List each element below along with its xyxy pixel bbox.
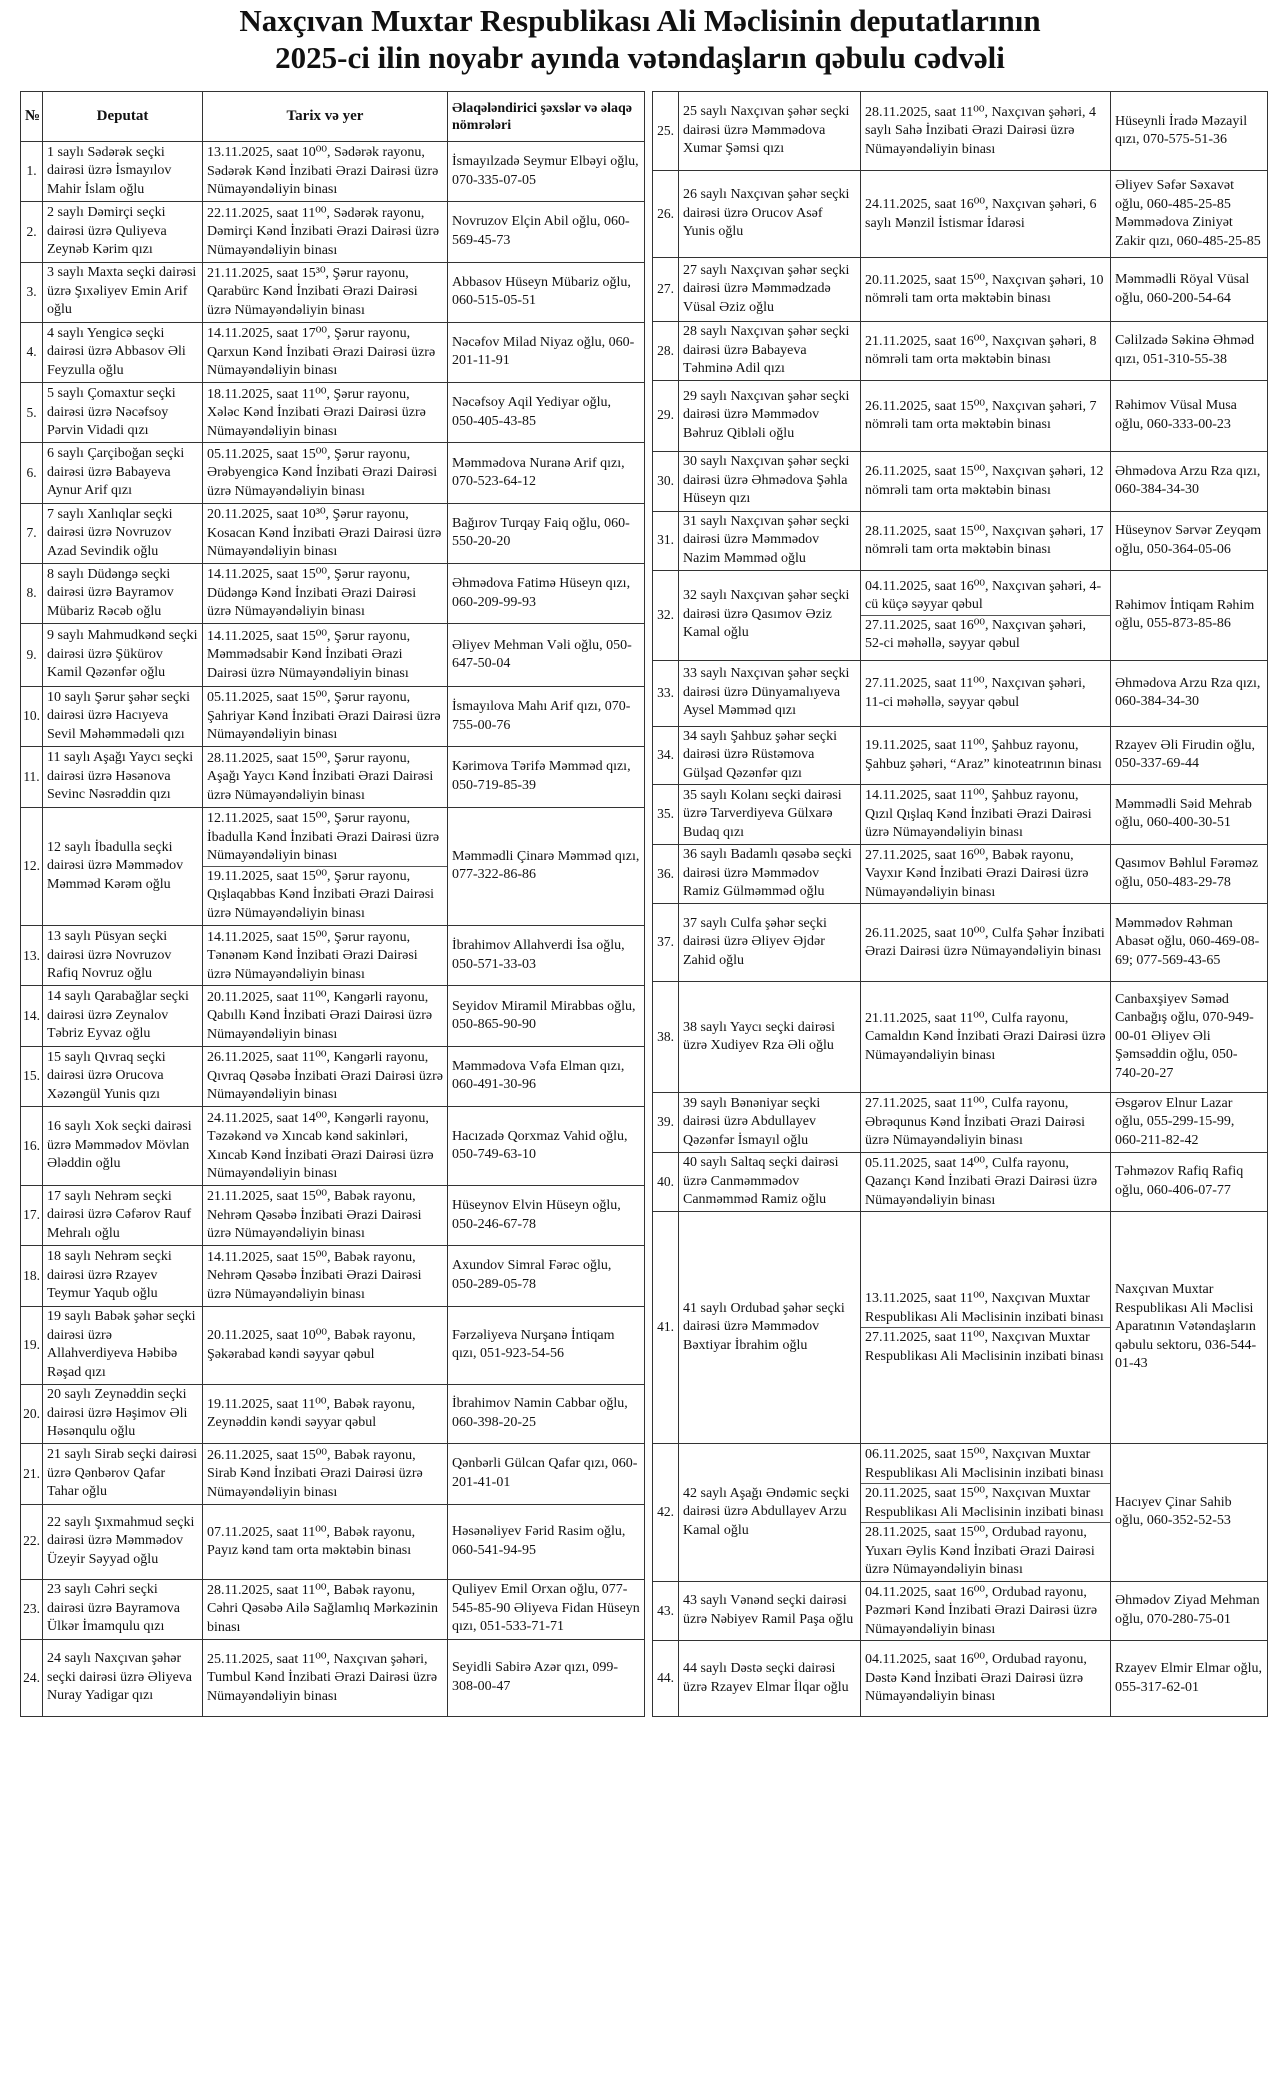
contact-cell: Məmmədli Çinarə Məmməd qızı, 077-322-86-86 (448, 807, 645, 926)
table-row (653, 660, 1268, 726)
date-place-entry: 07.11.2025, saat 11⁰⁰, Babək rayonu, Payız kənd tam orta məktəbin binası (207, 1524, 416, 1559)
date-place-entry: 18.11.2025, saat 11⁰⁰, Şərur rayonu, Xələc Kənd İnzibati Ərazi Dairəsi üzrə Nümayəndəliyin binası (207, 386, 426, 439)
deputy-cell: 10 saylı Şərur şəhər seçki dairəsi üzrə Hacıyeva Sevil Məhəmmədəli qızı (43, 687, 203, 747)
deputy-cell: 36 saylı Badamlı qəsəbə seçki dairəsi üzrə Məmmədov Ramiz Gülməmməd oğlu (679, 844, 861, 904)
row-number: 41. (653, 1212, 679, 1444)
row-number: 23. (21, 1579, 43, 1639)
date-place-entry: 25.11.2025, saat 11⁰⁰, Naxçıvan şəhəri, Tumbul Kənd İnzibati Ərazi Dairəsi üzrə Nümayəndəliyin binası (207, 1651, 438, 1704)
date-place-entry: 26.11.2025, saat 15⁰⁰, Babək rayonu, Sirab Kənd İnzibati Ərazi Dairəsi üzrə Nümayəndəliyin binası (207, 1447, 423, 1500)
contact-cell: Təhməzov Rafiq Rafiq oğlu, 060-406-07-77 (1111, 1152, 1268, 1212)
date-place-entry: 20.11.2025, saat 15⁰⁰, Naxçıvan şəhəri, 10 nömrəli tam orta məktəbin binası (865, 272, 1104, 306)
date-place-entry: 14.11.2025, saat 15⁰⁰, Babək rayonu, Nehrəm Qəsəbə İnzibati Ərazi Dairəsi üzrə Nümayəndəliyin binası (207, 1249, 422, 1302)
table-row (653, 380, 1268, 451)
date-place-cell (203, 1444, 448, 1504)
date-place-entry: 27.11.2025, saat 11⁰⁰, Naxçıvan şəhəri, 11-ci məhəllə, səyyar qəbul (865, 676, 1086, 710)
table-row (653, 904, 1268, 982)
date-place-cell (203, 926, 448, 986)
date-place-cell (861, 171, 1111, 258)
table-row (21, 1246, 645, 1306)
date-place-cell (203, 747, 448, 807)
deputy-cell: 4 saylı Yengicə seçki dairəsi üzrə Abbasov Əli Feyzulla oğlu (43, 322, 203, 382)
date-place-entry: 24.11.2025, saat 16⁰⁰, Naxçıvan şəhəri, 6 saylı Mənzil İstismar İdarəsi (865, 197, 1097, 231)
deputy-cell: 21 saylı Sirab seçki dairəsi üzrə Qənbərov Qafar Tahar oğlu (43, 1444, 203, 1504)
table-row (653, 785, 1268, 845)
contact-cell: Axundov Simral Fərəc oğlu, 050-289-05-78 (448, 1246, 645, 1306)
deputy-cell: 18 saylı Nehrəm seçki dairəsi üzrə Rzayev Teymur Yaqub oğlu (43, 1246, 203, 1306)
date-place-entry: 20.11.2025, saat 10⁰⁰, Babək rayonu, Şəkərabad kəndi səyyar qəbul (207, 1328, 416, 1362)
row-number: 42. (653, 1444, 679, 1582)
date-place-entry: 05.11.2025, saat 15⁰⁰, Şərur rayonu, Şahriyar Kənd İnzibati Ərazi Dairəsi üzrə Nümayəndəliyin binası (207, 690, 441, 743)
contact-cell: Hüseynov Elvin Hüseyn oğlu, 050-246-67-78 (448, 1186, 645, 1246)
deputy-cell: 43 saylı Vənənd seçki dairəsi üzrə Nəbiyev Ramil Paşa oğlu (679, 1581, 861, 1641)
deputy-cell: 41 saylı Ordubad şəhər seçki dairəsi üzrə Məmmədov Bəxtiyar İbrahim oğlu (679, 1212, 861, 1444)
row-number: 2. (21, 202, 43, 262)
row-number: 37. (653, 904, 679, 982)
date-place-cell (203, 1384, 448, 1444)
date-place-entry: 13.11.2025, saat 10⁰⁰, Sədərək rayonu, Sədərək Kənd İnzibati Ərazi Dairəsi üzrə Nümayəndəliyin binası (207, 145, 439, 198)
row-number: 31. (653, 511, 679, 570)
row-number: 28. (653, 322, 679, 381)
row-number: 33. (653, 660, 679, 726)
table-row (653, 258, 1268, 322)
row-number: 18. (21, 1246, 43, 1306)
date-place-cell (861, 785, 1111, 845)
date-place-entry: 28.11.2025, saat 11⁰⁰, Naxçıvan şəhəri, 4 saylı Sahə İnzibati Ərazi Dairəsi üzrə Nümayəndəliyin binası (865, 104, 1097, 157)
contact-cell: Rəhimov Vüsal Musa oğlu, 060-333-00-23 (1111, 380, 1268, 451)
title-line-1: Naxçıvan Muxtar Respublikası Ali Məclisinin deputatlarının (239, 3, 1041, 38)
deputy-cell: 17 saylı Nehrəm seçki dairəsi üzrə Cəfərov Rauf Mehralı oğlu (43, 1186, 203, 1246)
contact-cell: İbrahimov Allahverdi İsa oğlu, 050-571-33-03 (448, 926, 645, 986)
table-row (653, 1152, 1268, 1212)
deputy-cell: 3 saylı Maxta seçki dairəsi üzrə Şıxəliyev Emin Arif oğlu (43, 262, 203, 322)
date-place-cell (861, 1444, 1111, 1582)
date-place-cell (861, 1093, 1111, 1153)
row-number: 30. (653, 451, 679, 511)
deputy-cell: 29 saylı Naxçıvan şəhər seçki dairəsi üzrə Məmmədov Bəhruz Qibləli oğlu (679, 380, 861, 451)
date-place-cell (203, 1246, 448, 1306)
date-place-entry: 28.11.2025, saat 11⁰⁰, Babək rayonu, Cəhri Qəsəbə Ailə Sağlamlıq Mərkəzinin binası (207, 1582, 438, 1635)
contact-cell: Abbasov Hüseyn Mübariz oğlu, 060-515-05-51 (448, 262, 645, 322)
contact-cell: Məmmədov Rəhman Abasət oğlu, 060-469-08-69; 077-569-43-65 (1111, 904, 1268, 982)
date-place-cell (203, 1639, 448, 1716)
contact-cell: Əhmədova Arzu Rza qızı, 060-384-34-30 (1111, 660, 1268, 726)
date-place-entry: 21.11.2025, saat 11⁰⁰, Culfa rayonu, Camaldın Kənd İnzibati Ərazi Dairəsi üzrə Nümayəndəliyin binası (865, 1010, 1106, 1063)
page-title (0, 0, 1280, 80)
date-place-cell (203, 503, 448, 563)
row-number: 43. (653, 1581, 679, 1641)
contact-cell: Hüseynli İradə Məzayil qızı, 070-575-51-36 (1111, 92, 1268, 171)
date-place-entry: 27.11.2025, saat 16⁰⁰, Naxçıvan şəhəri, 52-ci məhəllə, səyyar qəbul (861, 615, 1110, 654)
row-number: 17. (21, 1186, 43, 1246)
date-place-entry: 05.11.2025, saat 15⁰⁰, Şərur rayonu, Ərəbyengicə Kənd İnzibati Ərazi Dairəsi üzrə Nümayəndəliyin binası (207, 446, 438, 499)
row-number: 14. (21, 986, 43, 1046)
contact-cell: Nəcəfov Milad Niyaz oğlu, 060-201-11-91 (448, 322, 645, 382)
table-row (21, 986, 645, 1046)
contact-cell: Nəcəfsoy Aqil Yediyar oğlu, 050-405-43-85 (448, 383, 645, 443)
contact-cell: Qənbərli Gülcan Qafar qızı, 060-201-41-01 (448, 1444, 645, 1504)
deputy-cell: 19 saylı Babək şəhər seçki dairəsi üzrə Allahverdiyeva Həbibə Rəşad qızı (43, 1306, 203, 1384)
date-place-cell (203, 383, 448, 443)
date-place-cell (861, 380, 1111, 451)
table-row (21, 926, 645, 986)
date-place-entry: 19.11.2025, saat 11⁰⁰, Babək rayonu, Zeynəddin kəndi səyyar qəbul (207, 1396, 416, 1431)
table-row (21, 142, 645, 202)
table-row (21, 624, 645, 687)
deputy-cell: 26 saylı Naxçıvan şəhər seçki dairəsi üzrə Orucov Asəf Yunis oğlu (679, 171, 861, 258)
contact-cell: İsmayılzadə Seymur Elbəyi oğlu, 070-335-07-05 (448, 142, 645, 202)
deputy-cell: 6 saylı Çarçiboğan seçki dairəsi üzrə Babayeva Aynur Arif qızı (43, 443, 203, 503)
table-row (653, 1212, 1268, 1444)
table-row (653, 322, 1268, 381)
deputy-cell: 32 saylı Naxçıvan şəhər seçki dairəsi üzrə Qasımov Əziz Kamal oğlu (679, 570, 861, 660)
deputy-cell: 16 saylı Xok seçki dairəsi üzrə Məmmədov Mövlan Ələddin oğlu (43, 1107, 203, 1186)
table-row (21, 262, 645, 322)
table-row (21, 747, 645, 807)
contact-cell: Fərzəliyeva Nurşanə İntiqam qızı, 051-923-54-56 (448, 1306, 645, 1384)
table-header-row (21, 92, 645, 142)
date-place-entry: 28.11.2025, saat 15⁰⁰, Ordubad rayonu, Yuxarı Əylis Kənd İnzibati Ərazi Dairəsi üzrə Nümayəndəliyin binası (861, 1522, 1110, 1580)
date-place-entry: 26.11.2025, saat 10⁰⁰, Culfa Şəhər İnzibati Ərazi Dairəsi üzrə Nümayəndəliyin binası (865, 925, 1105, 959)
row-number: 22. (21, 1504, 43, 1579)
contact-cell: Məmmədli Səid Mehrab oğlu, 060-400-30-51 (1111, 785, 1268, 845)
date-place-cell (203, 1186, 448, 1246)
table-row (653, 844, 1268, 904)
date-place-entry: 27.11.2025, saat 11⁰⁰, Naxçıvan Muxtar Respublikası Ali Məclisinin inzibati binası (861, 1327, 1110, 1366)
date-place-cell (203, 1046, 448, 1106)
deputy-cell: 39 saylı Bənəniyar seçki dairəsi üzrə Abdullayev Qəzənfər İsmayıl oğlu (679, 1093, 861, 1153)
date-place-entry: 21.11.2025, saat 16⁰⁰, Naxçıvan şəhəri, 8 nömrəli tam orta məktəbin binası (865, 333, 1097, 368)
contact-cell: Rzayev Əli Firudin oğlu, 050-337-69-44 (1111, 726, 1268, 785)
table-row (21, 1579, 645, 1639)
table-row (653, 511, 1268, 570)
date-place-cell (861, 451, 1111, 511)
deputy-cell: 11 saylı Aşağı Yaycı seçki dairəsi üzrə Həsənova Sevinc Nəsrəddin qızı (43, 747, 203, 807)
table-row (653, 982, 1268, 1093)
table-row (653, 1641, 1268, 1717)
table-row (653, 726, 1268, 785)
row-number: 10. (21, 687, 43, 747)
table-row (21, 443, 645, 503)
contact-cell: Cəlilzadə Səkinə Əhməd qızı, 051-310-55-38 (1111, 322, 1268, 381)
contact-cell: Əsgərov Elnur Lazar oğlu, 055-299-15-99, 060-211-82-42 (1111, 1093, 1268, 1153)
row-number: 8. (21, 563, 43, 623)
table-row (21, 1504, 645, 1579)
date-place-cell (203, 322, 448, 382)
table-row (21, 1639, 645, 1716)
table-row (21, 687, 645, 747)
deputy-cell: 15 saylı Qıvraq seçki dairəsi üzrə Orucova Xəzəngül Yunis qızı (43, 1046, 203, 1106)
date-place-cell (203, 986, 448, 1046)
date-place-cell (203, 687, 448, 747)
row-number: 19. (21, 1306, 43, 1384)
date-place-entry: 14.11.2025, saat 15⁰⁰, Şərur rayonu, Düdəngə Kənd İnzibati Ərazi Dairəsi üzrə Nümayəndəliyin binası (207, 567, 417, 620)
contact-cell: Əliyev Səfər Səxavət oğlu, 060-485-25-85 Məmmədova Ziniyət Zakir qızı, 060-485-25-85 (1111, 171, 1268, 258)
date-place-entry: 12.11.2025, saat 15⁰⁰, Şərur rayonu, İbadulla Kənd İnzibati Ərazi Dairəsi üzrə Nümayəndəliyin binası (207, 811, 440, 864)
deputy-cell: 8 saylı Düdəngə seçki dairəsi üzrə Bayramov Mübariz Rəcəb oğlu (43, 563, 203, 623)
deputy-cell: 31 saylı Naxçıvan şəhər seçki dairəsi üzrə Məmmədov Nazim Məmməd oğlu (679, 511, 861, 570)
row-number: 39. (653, 1093, 679, 1153)
date-place-cell (203, 142, 448, 202)
header-date-place: Tarix və yer (203, 92, 448, 142)
title-line-2: 2025-ci ilin noyabr ayında vətəndaşların qəbulu cədvəli (275, 40, 1005, 75)
date-place-entry: 20.11.2025, saat 11⁰⁰, Kəngərli rayonu, Qabıllı Kənd İnzibati Ərazi Dairəsi üzrə Nümayəndəliyin binası (207, 989, 433, 1042)
date-place-cell (861, 660, 1111, 726)
row-number: 4. (21, 322, 43, 382)
date-place-entry: 24.11.2025, saat 14⁰⁰, Kəngərli rayonu, Təzəkənd və Xıncab kənd sakinləri, Xıncab Kənd İnzibati Ərazi Dairəsi üzrə Nümayəndəliyin binası (207, 1110, 434, 1181)
header-number: № (21, 92, 43, 142)
contact-cell: Əhmədov Ziyad Mehman oğlu, 070-280-75-01 (1111, 1581, 1268, 1641)
row-number: 34. (653, 726, 679, 785)
row-number: 40. (653, 1152, 679, 1212)
table-row (21, 807, 645, 926)
row-number: 11. (21, 747, 43, 807)
contact-cell: Rəhimov İntiqam Rəhim oğlu, 055-873-85-86 (1111, 570, 1268, 660)
table-row (21, 1046, 645, 1106)
contact-cell: Qasımov Bəhlul Fərəməz oğlu, 050-483-29-78 (1111, 844, 1268, 904)
table-row (653, 451, 1268, 511)
date-place-cell (203, 1107, 448, 1186)
row-number: 26. (653, 171, 679, 258)
table-row (21, 563, 645, 623)
row-number: 1. (21, 142, 43, 202)
row-number: 35. (653, 785, 679, 845)
date-place-entry: 19.11.2025, saat 15⁰⁰, Şərur rayonu, Qışlaqabbas Kənd İnzibati Ərazi Dairəsi üzrə Nümayəndəliyin binası (203, 866, 447, 924)
deputy-cell: 33 saylı Naxçıvan şəhər seçki dairəsi üzrə Dünyamalıyeva Aysel Məmməd qızı (679, 660, 861, 726)
table-row (21, 1444, 645, 1504)
contact-cell: Məmmədli Röyal Vüsal oğlu, 060-200-54-64 (1111, 258, 1268, 322)
table-row (653, 1581, 1268, 1641)
table-row (21, 1384, 645, 1444)
date-place-entry: 04.11.2025, saat 16⁰⁰, Ordubad rayonu, Dəstə Kənd İnzibati Ərazi Dairəsi üzrə Nümayəndəliyin binası (865, 1652, 1087, 1705)
row-number: 5. (21, 383, 43, 443)
deputy-cell: 44 saylı Dəstə seçki dairəsi üzrə Rzayev Elmar İlqar oğlu (679, 1641, 861, 1717)
date-place-cell (203, 563, 448, 623)
table-row (21, 1306, 645, 1384)
date-place-entry: 21.11.2025, saat 15³⁰, Şərur rayonu, Qarabürc Kənd İnzibati Ərazi Dairəsi üzrə Nümayəndəliyin binası (207, 265, 418, 318)
date-place-cell (861, 844, 1111, 904)
row-number: 3. (21, 262, 43, 322)
deputy-cell: 40 saylı Saltaq seçki dairəsi üzrə Canməmmədov Canməmməd Ramiz oğlu (679, 1152, 861, 1212)
date-place-cell (861, 322, 1111, 381)
contact-cell: Canbaxşiyev Səməd Canbağış oğlu, 070-949-00-01 Əliyev Əli Şəmsəddin oğlu, 050-740-20-27 (1111, 982, 1268, 1093)
deputy-cell: 35 saylı Kolanı seçki dairəsi üzrə Tarverdiyeva Gülxarə Budaq qızı (679, 785, 861, 845)
row-number: 21. (21, 1444, 43, 1504)
contact-cell: Hacızadə Qorxmaz Vahid oğlu, 050-749-63-10 (448, 1107, 645, 1186)
deputy-cell: 34 saylı Şahbuz şəhər seçki dairəsi üzrə Rüstəmova Gülşad Qəzənfər qızı (679, 726, 861, 785)
date-place-entry: 14.11.2025, saat 11⁰⁰, Şahbuz rayonu, Qızıl Qışlaq Kənd İnzibati Ərazi Dairəsi üzrə Nümayəndəliyin binası (865, 788, 1092, 840)
date-place-entry: 28.11.2025, saat 15⁰⁰, Şərur rayonu, Aşağı Yaycı Kənd İnzibati Ərazi Dairəsi üzrə Nümayəndəliyin binası (207, 750, 434, 803)
date-place-entry: 14.11.2025, saat 15⁰⁰, Şərur rayonu, Məmmədsabir Kənd İnzibati Ərazi Dairəsi üzrə Nümayəndəliyin binası (207, 628, 411, 681)
deputy-cell: 13 saylı Püsyan seçki dairəsi üzrə Novruzov Rafiq Novruz oğlu (43, 926, 203, 986)
header-contacts: Əlaqələndirici şəxslər və əlaqə nömrələri (448, 92, 645, 142)
row-number: 12. (21, 807, 43, 926)
date-place-entry: 26.11.2025, saat 15⁰⁰, Naxçıvan şəhəri, 7 nömrəli tam orta məktəbin binası (865, 398, 1097, 432)
row-number: 24. (21, 1639, 43, 1716)
deputy-cell: 24 saylı Naxçıvan şəhər seçki dairəsi üzrə Əliyeva Nuray Yadigar qızı (43, 1639, 203, 1716)
date-place-cell (861, 1212, 1111, 1444)
header-deputy: Deputat (43, 92, 203, 142)
date-place-cell (203, 807, 448, 926)
date-place-entry: 20.11.2025, saat 15⁰⁰, Naxçıvan Muxtar Respublikası Ali Məclisinin inzibati binası (861, 1483, 1110, 1522)
table-row (21, 1107, 645, 1186)
contact-cell: Əhmədova Fatimə Hüseyn qızı, 060-209-99-93 (448, 563, 645, 623)
table-row (21, 503, 645, 563)
row-number: 27. (653, 258, 679, 322)
contact-cell: Quliyev Emil Orxan oğlu, 077-545-85-90 Əliyeva Fidan Hüseyn qızı, 051-533-71-71 (448, 1579, 645, 1639)
row-number: 7. (21, 503, 43, 563)
deputy-cell: 20 saylı Zeynəddin seçki dairəsi üzrə Həşimov Əli Həsənqulu oğlu (43, 1384, 203, 1444)
table-row (653, 570, 1268, 660)
deputy-cell: 2 saylı Dəmirçi seçki dairəsi üzrə Quliyeva Zeynəb Kərim qızı (43, 202, 203, 262)
deputy-cell: 25 saylı Naxçıvan şəhər seçki dairəsi üzrə Məmmədova Xumar Şəmsi qızı (679, 92, 861, 171)
date-place-cell (203, 1579, 448, 1639)
deputy-cell: 22 saylı Şıxmahmud seçki dairəsi üzrə Məmmədov Üzeyir Səyyad oğlu (43, 1504, 203, 1579)
date-place-entry: 26.11.2025, saat 11⁰⁰, Kəngərli rayonu, Qıvraq Qəsəbə İnzibati Ərazi Dairəsi üzrə Nümayəndəliyin binası (207, 1050, 443, 1103)
date-place-entry: 06.11.2025, saat 15⁰⁰, Naxçıvan Muxtar Respublikası Ali Məclisinin inzibati binası (865, 1447, 1104, 1481)
contact-cell: Seyidli Sabirə Azər qızı, 099-308-00-47 (448, 1639, 645, 1716)
date-place-cell (861, 570, 1111, 660)
date-place-entry: 14.11.2025, saat 15⁰⁰, Şərur rayonu, Tənənəm Kənd İnzibati Ərazi Dairəsi üzrə Nümayəndəliyin binası (207, 929, 418, 982)
row-number: 9. (21, 624, 43, 687)
row-number: 44. (653, 1641, 679, 1717)
contact-cell: İsmayılova Mahı Arif qızı, 070-755-00-76 (448, 687, 645, 747)
row-number: 15. (21, 1046, 43, 1106)
date-place-entry: 27.11.2025, saat 11⁰⁰, Culfa rayonu, Əbrəqunus Kənd İnzibati Ərazi Dairəsi üzrə Nümayəndəliyin binası (865, 1096, 1086, 1148)
deputy-cell: 14 saylı Qarabağlar seçki dairəsi üzrə Zeynalov Təbriz Eyvaz oğlu (43, 986, 203, 1046)
date-place-entry: 14.11.2025, saat 17⁰⁰, Şərur rayonu, Qarxun Kənd İnzibati Ərazi Dairəsi üzrə Nümayəndəliyin binası (207, 326, 436, 379)
table-row (21, 202, 645, 262)
row-number: 13. (21, 926, 43, 986)
contact-cell: Həsənəliyev Fərid Rasim oğlu, 060-541-94-95 (448, 1504, 645, 1579)
date-place-cell (861, 1152, 1111, 1212)
date-place-cell (861, 92, 1111, 171)
date-place-cell (861, 904, 1111, 982)
row-number: 25. (653, 92, 679, 171)
table-row (21, 322, 645, 382)
table-row (653, 1093, 1268, 1153)
row-number: 20. (21, 1384, 43, 1444)
deputy-cell: 1 saylı Sədərək seçki dairəsi üzrə İsmayılov Mahir İslam oğlu (43, 142, 203, 202)
deputy-cell: 23 saylı Cəhri seçki dairəsi üzrə Bayramova Ülkər İmamqulu qızı (43, 1579, 203, 1639)
deputy-cell: 7 saylı Xanlıqlar seçki dairəsi üzrə Novruzov Azad Sevindik oğlu (43, 503, 203, 563)
deputy-cell: 9 saylı Mahmudkənd seçki dairəsi üzrə Şükürov Kamil Qəzənfər oğlu (43, 624, 203, 687)
date-place-entry: 19.11.2025, saat 11⁰⁰, Şahbuz rayonu, Şahbuz şəhəri, “Araz” kinoteatrının binası (865, 738, 1102, 772)
date-place-cell (203, 202, 448, 262)
table-row (21, 383, 645, 443)
row-number: 29. (653, 380, 679, 451)
date-place-entry: 20.11.2025, saat 10³⁰, Şərur rayonu, Kosacan Kənd İnzibati Ərazi Dairəsi üzrə Nümayəndəliyin binası (207, 507, 442, 560)
deputy-cell: 27 saylı Naxçıvan şəhər seçki dairəsi üzrə Məmmədzadə Vüsal Əziz oğlu (679, 258, 861, 322)
date-place-cell (861, 726, 1111, 785)
date-place-entry: 13.11.2025, saat 11⁰⁰, Naxçıvan Muxtar Respublikası Ali Məclisinin inzibati binası (865, 1291, 1104, 1325)
date-place-cell (861, 1641, 1111, 1717)
date-place-cell (861, 982, 1111, 1093)
date-place-entry: 22.11.2025, saat 11⁰⁰, Sədərək rayonu, Dəmirçi Kənd İnzibati Ərazi Dairəsi üzrə Nümayəndəliyin binası (207, 205, 440, 258)
contact-cell: Novruzov Elçin Abil oğlu, 060-569-45-73 (448, 202, 645, 262)
date-place-entry: 26.11.2025, saat 15⁰⁰, Naxçıvan şəhəri, 12 nömrəli tam orta məktəbin binası (865, 464, 1104, 498)
contact-cell: Naxçıvan Muxtar Respublikası Ali Məclisi Aparatının Vətəndaşların qəbulu sektoru, 036-544-01-43 (1111, 1212, 1268, 1444)
contact-cell: Məmmədova Vəfa Elman qızı, 060-491-30-96 (448, 1046, 645, 1106)
row-number: 16. (21, 1107, 43, 1186)
date-place-entry: 04.11.2025, saat 16⁰⁰, Naxçıvan şəhəri, 4-cü küçə səyyar qəbul (865, 578, 1102, 612)
date-place-cell (861, 1581, 1111, 1641)
deputy-cell: 42 saylı Aşağı Əndəmic seçki dairəsi üzrə Abdullayev Arzu Kamal oğlu (679, 1444, 861, 1582)
date-place-cell (861, 511, 1111, 570)
date-place-cell (203, 262, 448, 322)
date-place-cell (203, 443, 448, 503)
table-row (653, 171, 1268, 258)
date-place-cell (861, 258, 1111, 322)
deputy-cell: 38 saylı Yaycı seçki dairəsi üzrə Xudiyev Rza Əli oğlu (679, 982, 861, 1093)
contact-cell: Bağırov Turqay Faiq oğlu, 060-550-20-20 (448, 503, 645, 563)
deputy-cell: 37 saylı Culfa şəhər seçki dairəsi üzrə Əliyev Əjdər Zahid oğlu (679, 904, 861, 982)
row-number: 38. (653, 982, 679, 1093)
date-place-entry: 04.11.2025, saat 16⁰⁰, Ordubad rayonu, Pəzməri Kənd İnzibati Ərazi Dairəsi üzrə Nümayəndəliyin binası (865, 1584, 1098, 1637)
date-place-cell (203, 624, 448, 687)
schedule-table-right (652, 91, 1268, 1717)
date-place-entry: 27.11.2025, saat 16⁰⁰, Babək rayonu, Vayxır Kənd İnzibati Ərazi Dairəsi üzrə Nümayəndəliyin binası (865, 847, 1089, 900)
contact-cell: Seyidov Miramil Mirabbas oğlu, 050-865-90-90 (448, 986, 645, 1046)
table-row (21, 1186, 645, 1246)
contact-cell: Əhmədova Arzu Rza qızı, 060-384-34-30 (1111, 451, 1268, 511)
schedule-columns (20, 91, 1268, 1717)
deputy-cell: 28 saylı Naxçıvan şəhər seçki dairəsi üzrə Babayeva Təhminə Adil qızı (679, 322, 861, 381)
contact-cell: Rzayev Elmir Elmar oğlu, 055-317-62-01 (1111, 1641, 1268, 1717)
row-number: 6. (21, 443, 43, 503)
contact-cell: Əliyev Mehman Vəli oğlu, 050-647-50-04 (448, 624, 645, 687)
row-number: 36. (653, 844, 679, 904)
table-row (653, 92, 1268, 171)
contact-cell: Kərimova Tərifə Məmməd qızı, 050-719-85-39 (448, 747, 645, 807)
table-row (653, 1444, 1268, 1582)
contact-cell: İbrahimov Namin Cabbar oğlu, 060-398-20-25 (448, 1384, 645, 1444)
schedule-table-left (20, 91, 645, 1717)
deputy-cell: 30 saylı Naxçıvan şəhər seçki dairəsi üzrə Əhmədova Şəhla Hüseyn qızı (679, 451, 861, 511)
date-place-entry: 28.11.2025, saat 15⁰⁰, Naxçıvan şəhəri, 17 nömrəli tam orta məktəbin binası (865, 523, 1104, 557)
date-place-entry: 05.11.2025, saat 14⁰⁰, Culfa rayonu, Qazançı Kənd İnzibati Ərazi Dairəsi üzrə Nümayəndəliyin binası (865, 1155, 1098, 1208)
contact-cell: Hacıyev Çinar Sahib oğlu, 060-352-52-53 (1111, 1444, 1268, 1582)
date-place-cell (203, 1306, 448, 1384)
date-place-cell (203, 1504, 448, 1579)
deputy-cell: 5 saylı Çomaxtur seçki dairəsi üzrə Nəcəfsoy Pərvin Vidadi qızı (43, 383, 203, 443)
deputy-cell: 12 saylı İbadulla seçki dairəsi üzrə Məmmədov Məmməd Kərəm oğlu (43, 807, 203, 926)
row-number: 32. (653, 570, 679, 660)
contact-cell: Məmmədova Nuranə Arif qızı, 070-523-64-12 (448, 443, 645, 503)
contact-cell: Hüseynov Sərvər Zeyqəm oğlu, 050-364-05-06 (1111, 511, 1268, 570)
date-place-entry: 21.11.2025, saat 15⁰⁰, Babək rayonu, Nehrəm Qəsəbə İnzibati Ərazi Dairəsi üzrə Nümayəndəliyin binası (207, 1189, 422, 1242)
